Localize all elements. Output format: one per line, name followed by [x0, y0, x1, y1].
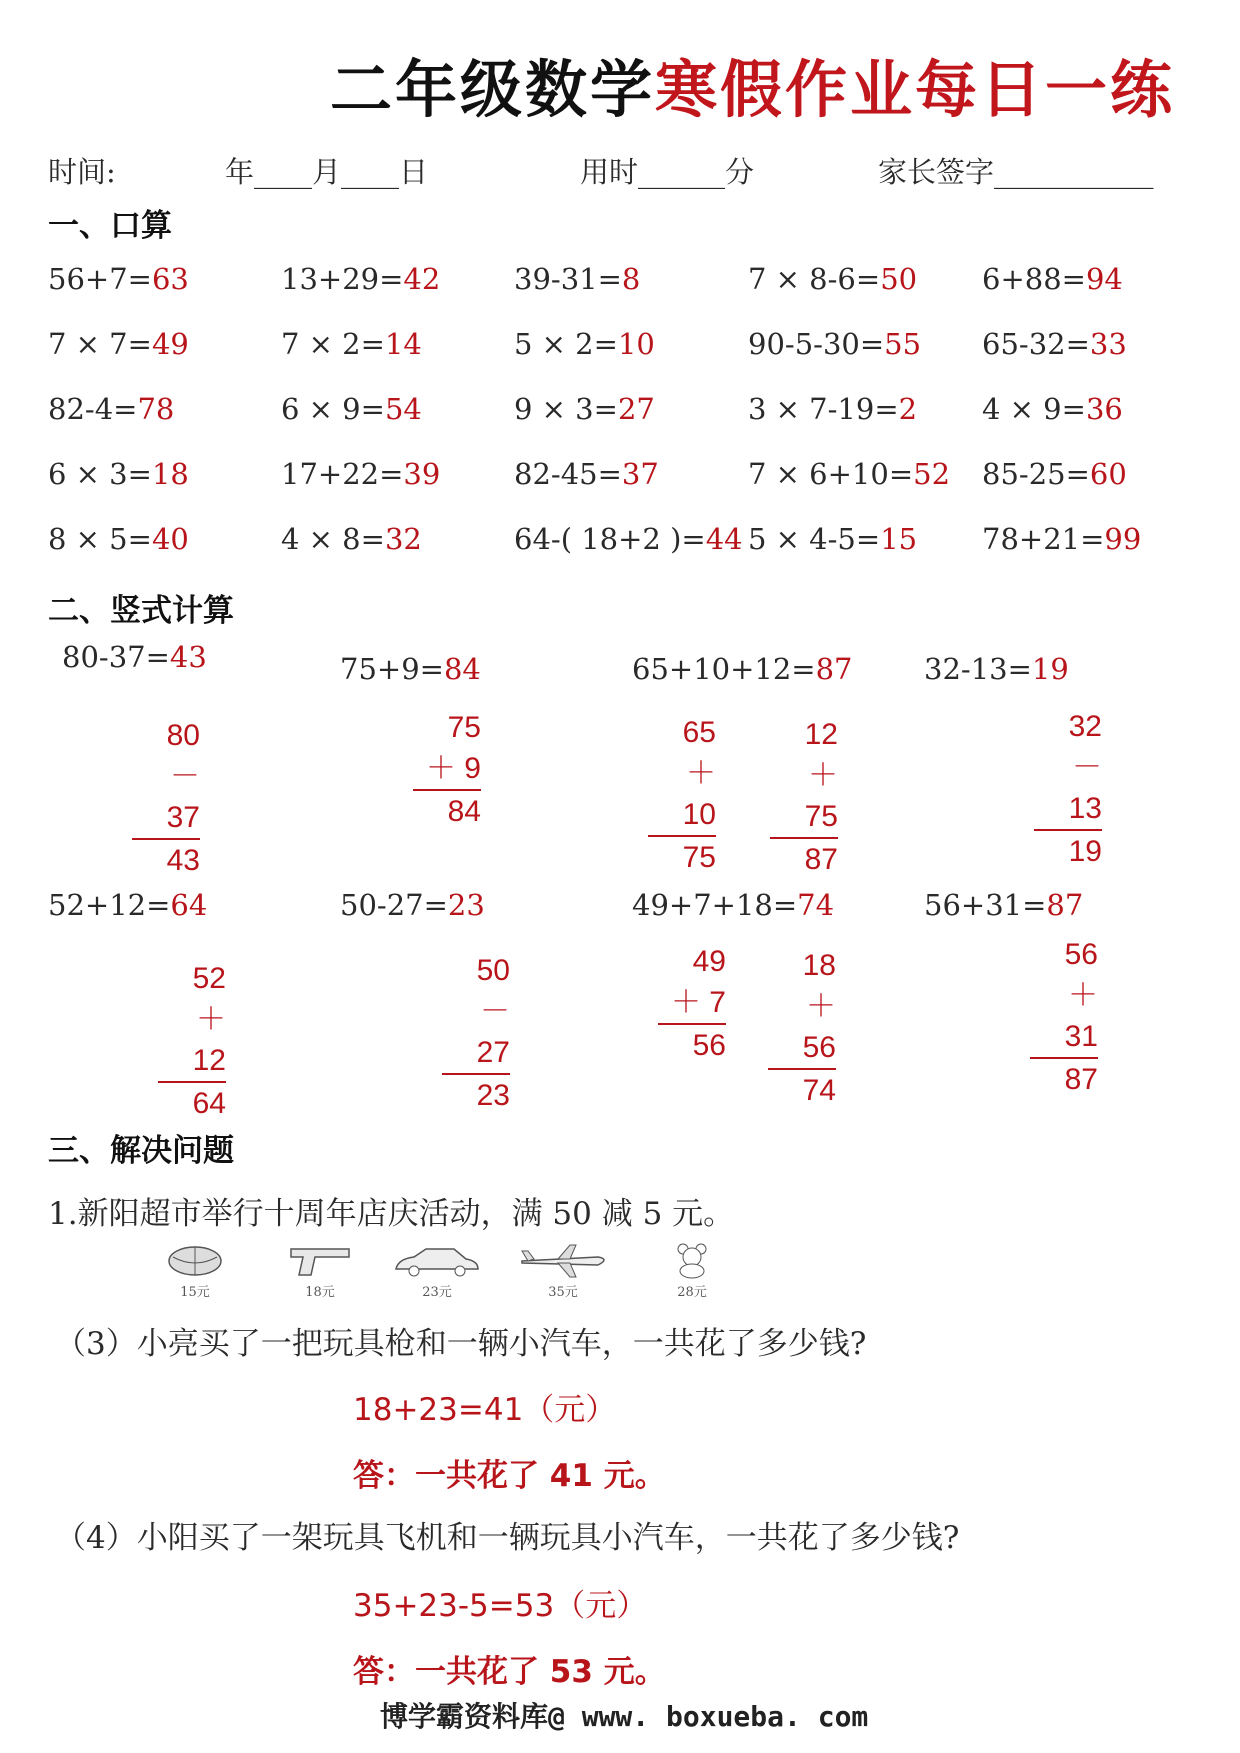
oral-problem: 8 × 5=40 — [48, 522, 189, 556]
vertical-calc: 49 ＋ 7 56 — [658, 941, 726, 1066]
title-red: 寒假作业每日一练 — [655, 53, 1176, 126]
oral-problem: 7 × 7=49 — [48, 327, 189, 361]
oral-problem: 13+29=42 — [281, 262, 441, 296]
oral-problem: 39-31=8 — [514, 262, 641, 296]
toy-gun-icon: 18元 — [275, 1243, 365, 1293]
section2-title: 二、竖式计算 — [48, 593, 234, 629]
vertical-calc: 56 ＋ 31 87 — [1030, 934, 1098, 1100]
oral-problem: 5 × 4-5=15 — [748, 522, 918, 556]
question-4-equation: 35+23-5=53（元） — [353, 1588, 648, 1624]
page-title — [330, 40, 1175, 129]
oral-problem: 90-5-30=55 — [748, 327, 922, 361]
toy-plane-icon: 35元 — [518, 1243, 608, 1293]
teddy-bear-icon: 28元 — [647, 1243, 737, 1293]
vertical-problem: 52+12=64 — [48, 888, 208, 922]
oral-problem: 82-4=78 — [48, 392, 175, 426]
oral-problem: 64-( 18+2 )=44 — [514, 522, 743, 556]
question-4-answer: 答：一共花了 53 元。 — [353, 1654, 666, 1690]
vertical-calc: 80 － 37 43 — [132, 715, 200, 881]
question-3-answer: 答：一共花了 41 元。 — [353, 1458, 666, 1494]
vertical-problem: 49+7+18=74 — [632, 888, 835, 922]
vertical-problem: 56+31=87 — [924, 888, 1084, 922]
oral-problem: 78+21=99 — [982, 522, 1142, 556]
section3-title: 三、解决问题 — [48, 1133, 234, 1169]
section1-title: 一、口算 — [48, 208, 172, 244]
vertical-calc: 32 － 13 19 — [1034, 706, 1102, 872]
vertical-calc: 50 － 27 23 — [442, 950, 510, 1116]
oral-problem: 7 × 6+10=52 — [748, 457, 951, 491]
oral-problem: 9 × 3=27 — [514, 392, 655, 426]
toy-car-icon: 23元 — [392, 1243, 482, 1293]
title-black: 二年级数学 — [330, 53, 656, 126]
vertical-problem: 75+9=84 — [340, 652, 481, 686]
vertical-calc: 18 ＋ 56 74 — [768, 945, 836, 1111]
oral-problem: 6 × 3=18 — [48, 457, 189, 491]
oral-problem: 6 × 9=54 — [281, 392, 422, 426]
vertical-problem: 32-13=19 — [924, 652, 1069, 686]
ball-icon: 15元 — [150, 1243, 240, 1293]
watermark: 博学霸资料库@ www. boxueba. com — [380, 1700, 869, 1733]
vertical-calc: 65 ＋ 10 75 — [648, 712, 716, 878]
vertical-calc: 52 ＋ 12 64 — [158, 958, 226, 1124]
vertical-problem: 50-27=23 — [340, 888, 485, 922]
oral-problem: 7 × 8-6=50 — [748, 262, 918, 296]
oral-problem: 7 × 2=14 — [281, 327, 422, 361]
oral-problem: 6+88=94 — [982, 262, 1123, 296]
question-4: （4）小阳买了一架玩具飞机和一辆玩具小汽车，一共花了多少钱? — [55, 1520, 960, 1556]
question-3-equation: 18+23=41（元） — [353, 1392, 617, 1428]
oral-problem: 65-32=33 — [982, 327, 1127, 361]
oral-problem: 82-45=37 — [514, 457, 659, 491]
oral-problem: 5 × 2=10 — [514, 327, 655, 361]
oral-problem: 56+7=63 — [48, 262, 189, 296]
oral-problem: 3 × 7-19=2 — [748, 392, 918, 426]
oral-problem: 17+22=39 — [281, 457, 441, 491]
time-label: 时间: — [48, 155, 116, 189]
vertical-calc: 75 ＋ 9 84 — [413, 707, 481, 832]
date-blanks: 年____月____日 — [225, 155, 429, 189]
parent-signature-field: 家长签字___________ — [878, 155, 1154, 189]
oral-problem: 4 × 9=36 — [982, 392, 1123, 426]
vertical-problem: 80-37=43 — [62, 640, 207, 674]
vertical-problem: 65+10+12=87 — [632, 652, 853, 686]
problem-intro: 1.新阳超市举行十周年店庆活动，满 50 减 5 元。 — [48, 1196, 735, 1232]
oral-problem: 85-25=60 — [982, 457, 1127, 491]
duration-field: 用时______分 — [580, 155, 755, 189]
vertical-calc: 12 ＋ 75 87 — [770, 714, 838, 880]
question-3: （3）小亮买了一把玩具枪和一辆小汽车，一共花了多少钱? — [55, 1326, 867, 1362]
oral-problem: 4 × 8=32 — [281, 522, 422, 556]
